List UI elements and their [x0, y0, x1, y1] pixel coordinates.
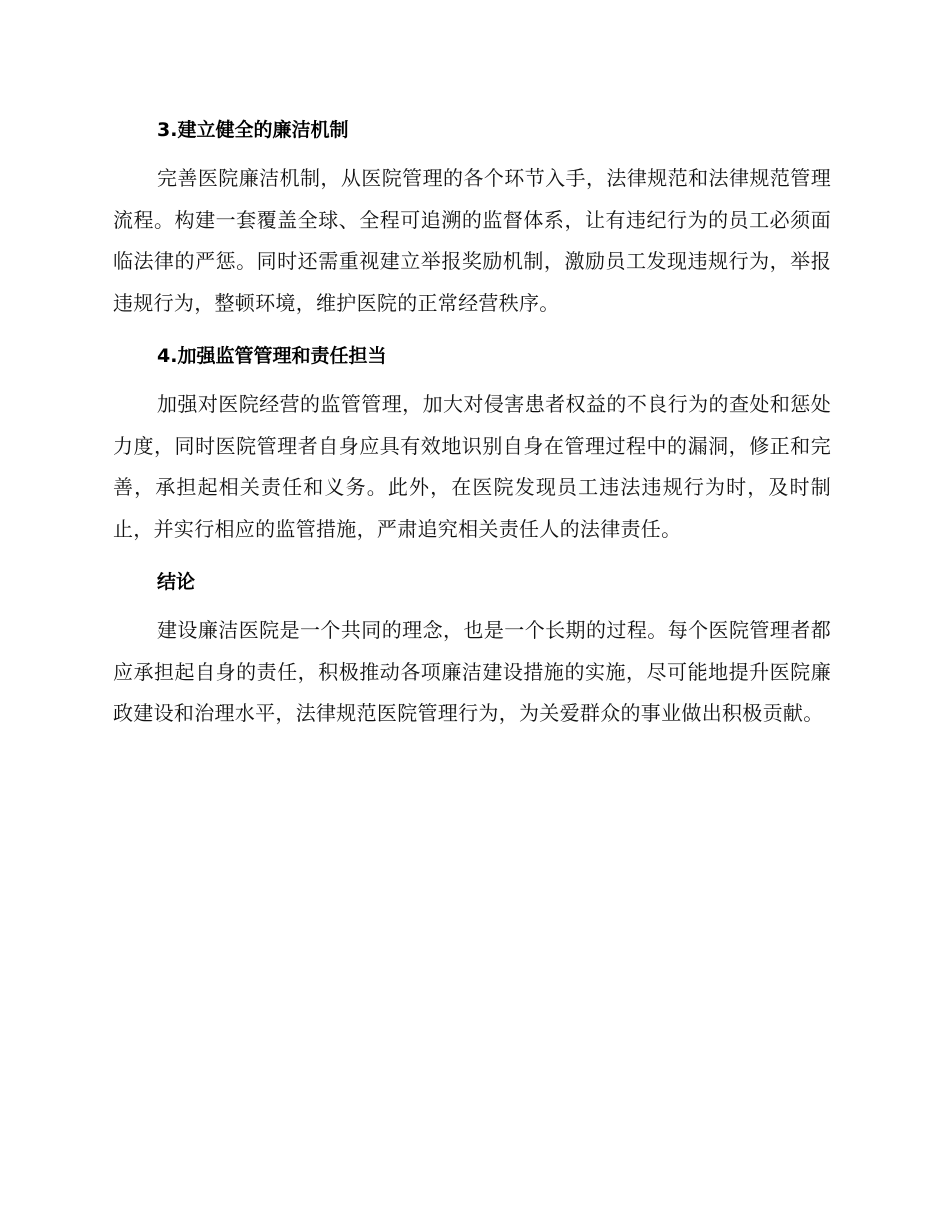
- document-body: [113, 110, 831, 735]
- section-heading-4: 4.加强监管管理和责任担当: [157, 345, 387, 367]
- section-paragraph-4: 加强对医院经营的监管管理，加大对侵害患者权益的不良行为的查处和惩处力度，同时医院管理者自身应具有效地识别自身在管理过程中的漏洞，修正和完善，承担起相关责任和义务。此外，在医院发现员工违法违规行为时，及时制止，并实行相应的监管措施，严肃追究相关责任人的法律责任。: [113, 392, 831, 541]
- section-heading-3: 3.建立健全的廉洁机制: [157, 119, 349, 141]
- section-paragraph-3: 完善医院廉洁机制，从医院管理的各个环节入手，法律规范和法律规范管理流程。构建一套覆盖全球、全程可追溯的监督体系，让有违纪行为的员工必须面临法律的严惩。同时还需重视建立举报奖励机制，激励员工发现违规行为，举报违规行为，整顿环境，维护医院的正常经营秩序。: [113, 166, 831, 315]
- conclusion-heading: 结论: [157, 571, 196, 593]
- conclusion-paragraph: 建设廉洁医院是一个共同的理念，也是一个长期的过程。每个医院管理者都应承担起自身的责任，积极推动各项廉洁建设措施的实施，尽可能地提升医院廉政建设和治理水平，法律规范医院管理行为，为关爱群众的事业做出积极贡献。: [113, 618, 831, 725]
